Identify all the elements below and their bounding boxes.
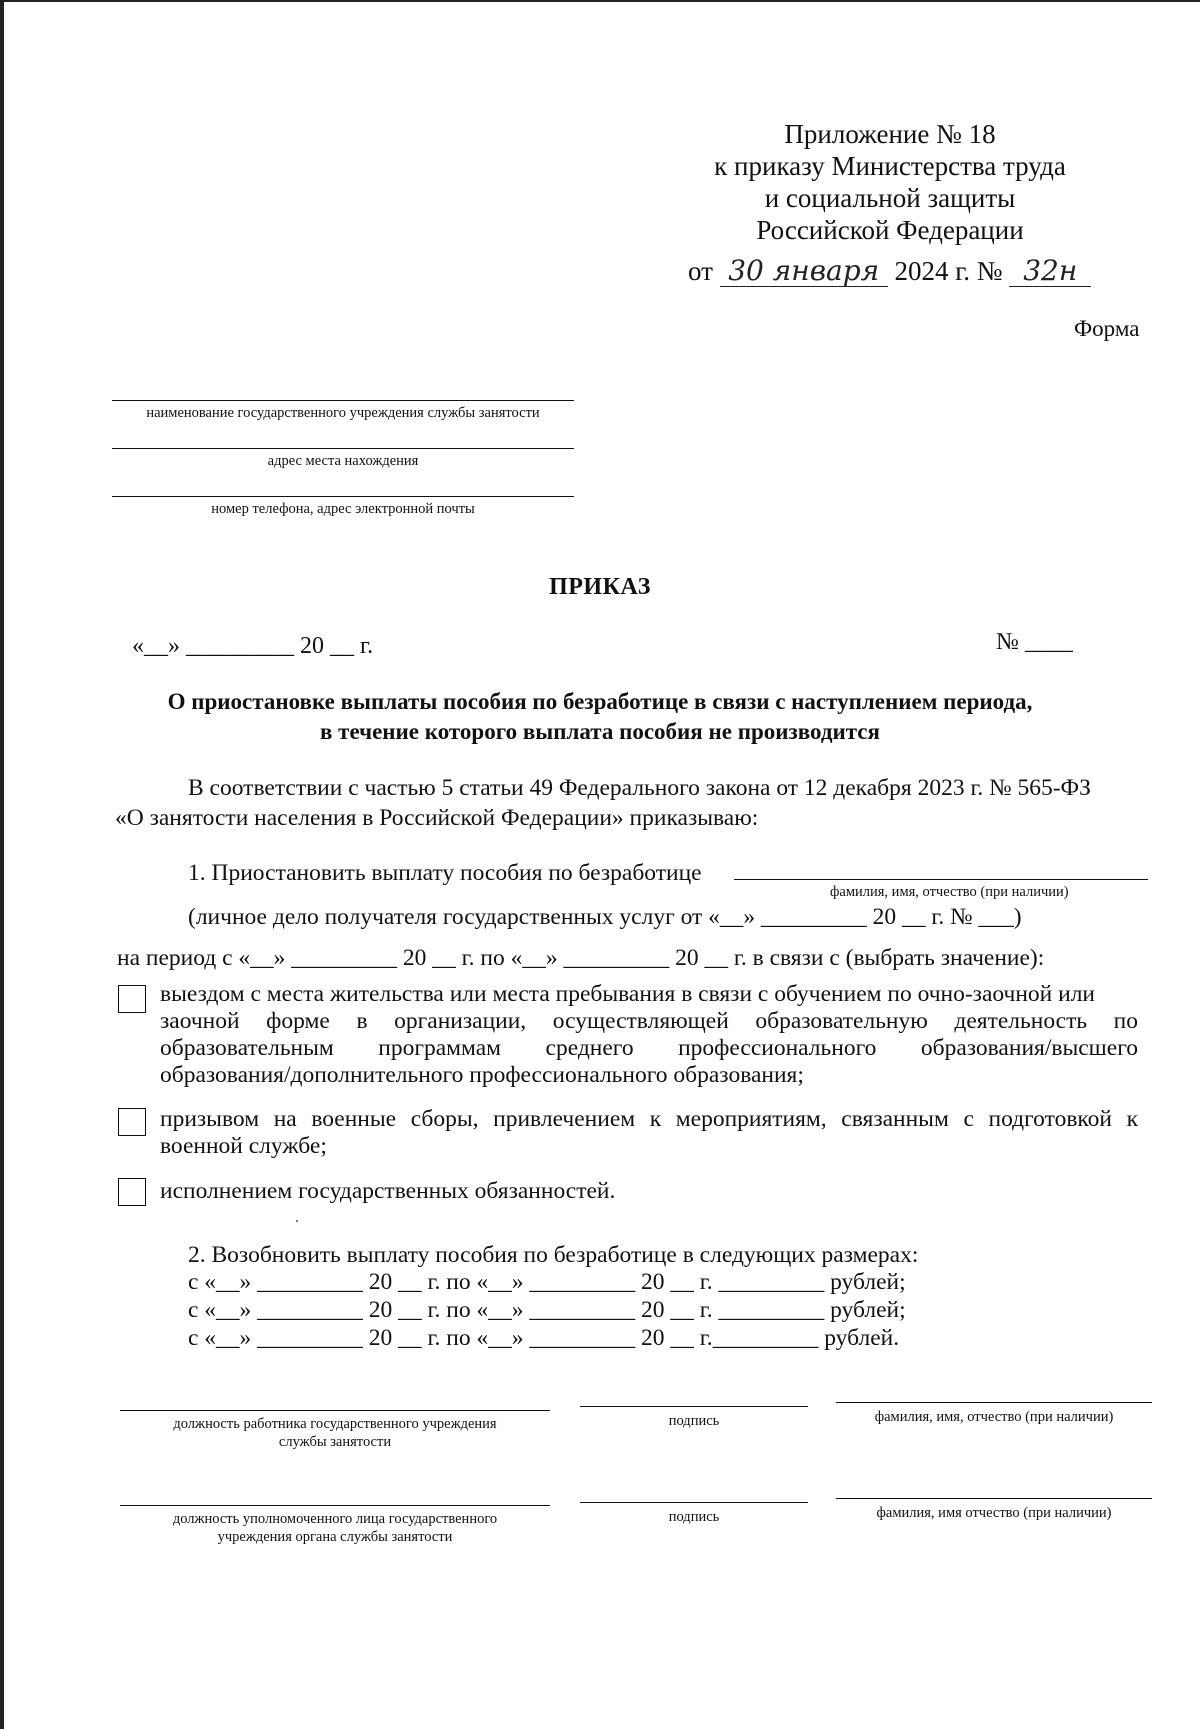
option-line: выездом с места жительства или места пребывания в связи с обучением по очно-заочной или	[160, 981, 1096, 1007]
item2-text: 2. Возобновить выплату пособия по безработице в следующих размерах:	[188, 1242, 919, 1268]
option-education-text	[160, 981, 1138, 1089]
option-line: исполнением государственных обязанностей.	[160, 1178, 616, 1204]
appendix-line: Приложение № 18	[784, 119, 996, 149]
option-military-text	[160, 1106, 1138, 1160]
fio-caption: фамилия, имя, отчество (при наличии)	[830, 884, 1069, 900]
order-date-blank: «__» _________ 20 __ г.	[132, 633, 374, 659]
option-line: призывом на военные сборы, привлечением к мероприятиям, связанным с подготовкой к	[160, 1106, 1138, 1132]
fio-blank-line	[734, 879, 1148, 880]
scan-edge-left	[0, 0, 4, 1729]
handwritten-number: 32н	[1009, 256, 1091, 287]
scan-edge-top	[0, 0, 1200, 2]
signature1-position-line	[120, 1410, 550, 1411]
signature2-position-line	[120, 1505, 550, 1506]
appendix-header	[640, 118, 1140, 246]
appendix-line: Российской Федерации	[756, 215, 1024, 245]
form-label: Форма	[1074, 316, 1140, 341]
signature2-position-caption	[120, 1510, 550, 1546]
date-year: 2024 г. №	[894, 256, 1003, 286]
option-line: образования/дополнительного профессионального образования;	[160, 1062, 804, 1088]
institution-contacts-caption: номер телефона, адрес электронной почты	[211, 501, 475, 517]
date-prefix: от	[688, 256, 713, 286]
option-line: заочной форме в организации, осуществляющей образовательную деятельность по	[160, 1008, 1138, 1034]
signature2-name-line	[836, 1498, 1152, 1499]
option-state-duties-checkbox[interactable]	[118, 1178, 146, 1206]
institution-name-line	[112, 400, 574, 401]
caption-line: должность работника государственного учреждения	[173, 1416, 497, 1432]
subject-line: О приостановке выплаты пособия по безработице в связи с наступлением периода,	[167, 689, 1033, 714]
scan-speck	[296, 1220, 298, 1222]
subject-line: в течение которого выплата пособия не производится	[320, 719, 880, 744]
resume-row: с «__» _________ 20 __ г. по «__» _________ 20 __ г. _________ рублей;	[188, 1297, 906, 1323]
period-line: на период с «__» _________ 20 __ г. по «__» _________ 20 __ г. в связи с (выбрать значение):	[117, 945, 1045, 971]
signature2-sign-line	[580, 1502, 808, 1503]
institution-name-caption: наименование государственного учреждения службы занятости	[146, 405, 540, 421]
appendix-line: и социальной защиты	[764, 183, 1016, 213]
caption-line: должность уполномоченного лица государственного	[172, 1511, 498, 1527]
signature2-name-caption: фамилия, имя отчество (при наличии)	[876, 1505, 1112, 1521]
option-state-duties-text	[160, 1178, 1138, 1205]
signature1-name-caption: фамилия, имя, отчество (при наличии)	[874, 1409, 1114, 1425]
option-line: военной службе;	[160, 1133, 327, 1159]
option-line: образовательным программам среднего профессионального образования/высшего	[160, 1035, 1138, 1061]
appendix-line: к приказу Министерства труда	[714, 151, 1066, 181]
signature1-sign-line	[580, 1406, 808, 1407]
preamble-line-1: В соответствии с частью 5 статьи 49 Федерального закона от 12 декабря 2023 г. № 565-ФЗ	[188, 775, 1091, 801]
personal-file-line: (личное дело получателя государственных услуг от «__» _________ 20 __ г. № ___)	[188, 904, 1022, 930]
signature1-position-caption	[120, 1415, 550, 1451]
preamble-line-2: «О занятости населения в Российской Федерации» приказываю:	[115, 805, 759, 831]
order-title: ПРИКАЗ	[549, 574, 651, 600]
appendix-date-line	[688, 256, 1091, 287]
option-education-checkbox[interactable]	[118, 985, 146, 1013]
signature1-sign-caption: подпись	[668, 1413, 720, 1429]
item1-text: 1. Приостановить выплату пособия по безработице	[188, 860, 702, 886]
order-subject	[60, 687, 1140, 747]
signature1-name-line	[836, 1402, 1152, 1403]
handwritten-date: 30 января	[720, 256, 888, 287]
option-military-checkbox[interactable]	[118, 1108, 146, 1136]
resume-row: с «__» _________ 20 __ г. по «__» _________ 20 __ г._________ рублей.	[188, 1325, 900, 1351]
caption-line: учреждения органа службы занятости	[217, 1529, 453, 1545]
order-number-blank: № ____	[996, 629, 1073, 655]
institution-address-line	[112, 448, 574, 449]
caption-line: службы занятости	[278, 1434, 392, 1450]
institution-address-caption: адрес места нахождения	[267, 453, 419, 469]
resume-row: с «__» _________ 20 __ г. по «__» _________ 20 __ г. _________ рублей;	[188, 1269, 906, 1295]
signature2-sign-caption: подпись	[668, 1509, 720, 1525]
institution-contacts-line	[112, 496, 574, 497]
